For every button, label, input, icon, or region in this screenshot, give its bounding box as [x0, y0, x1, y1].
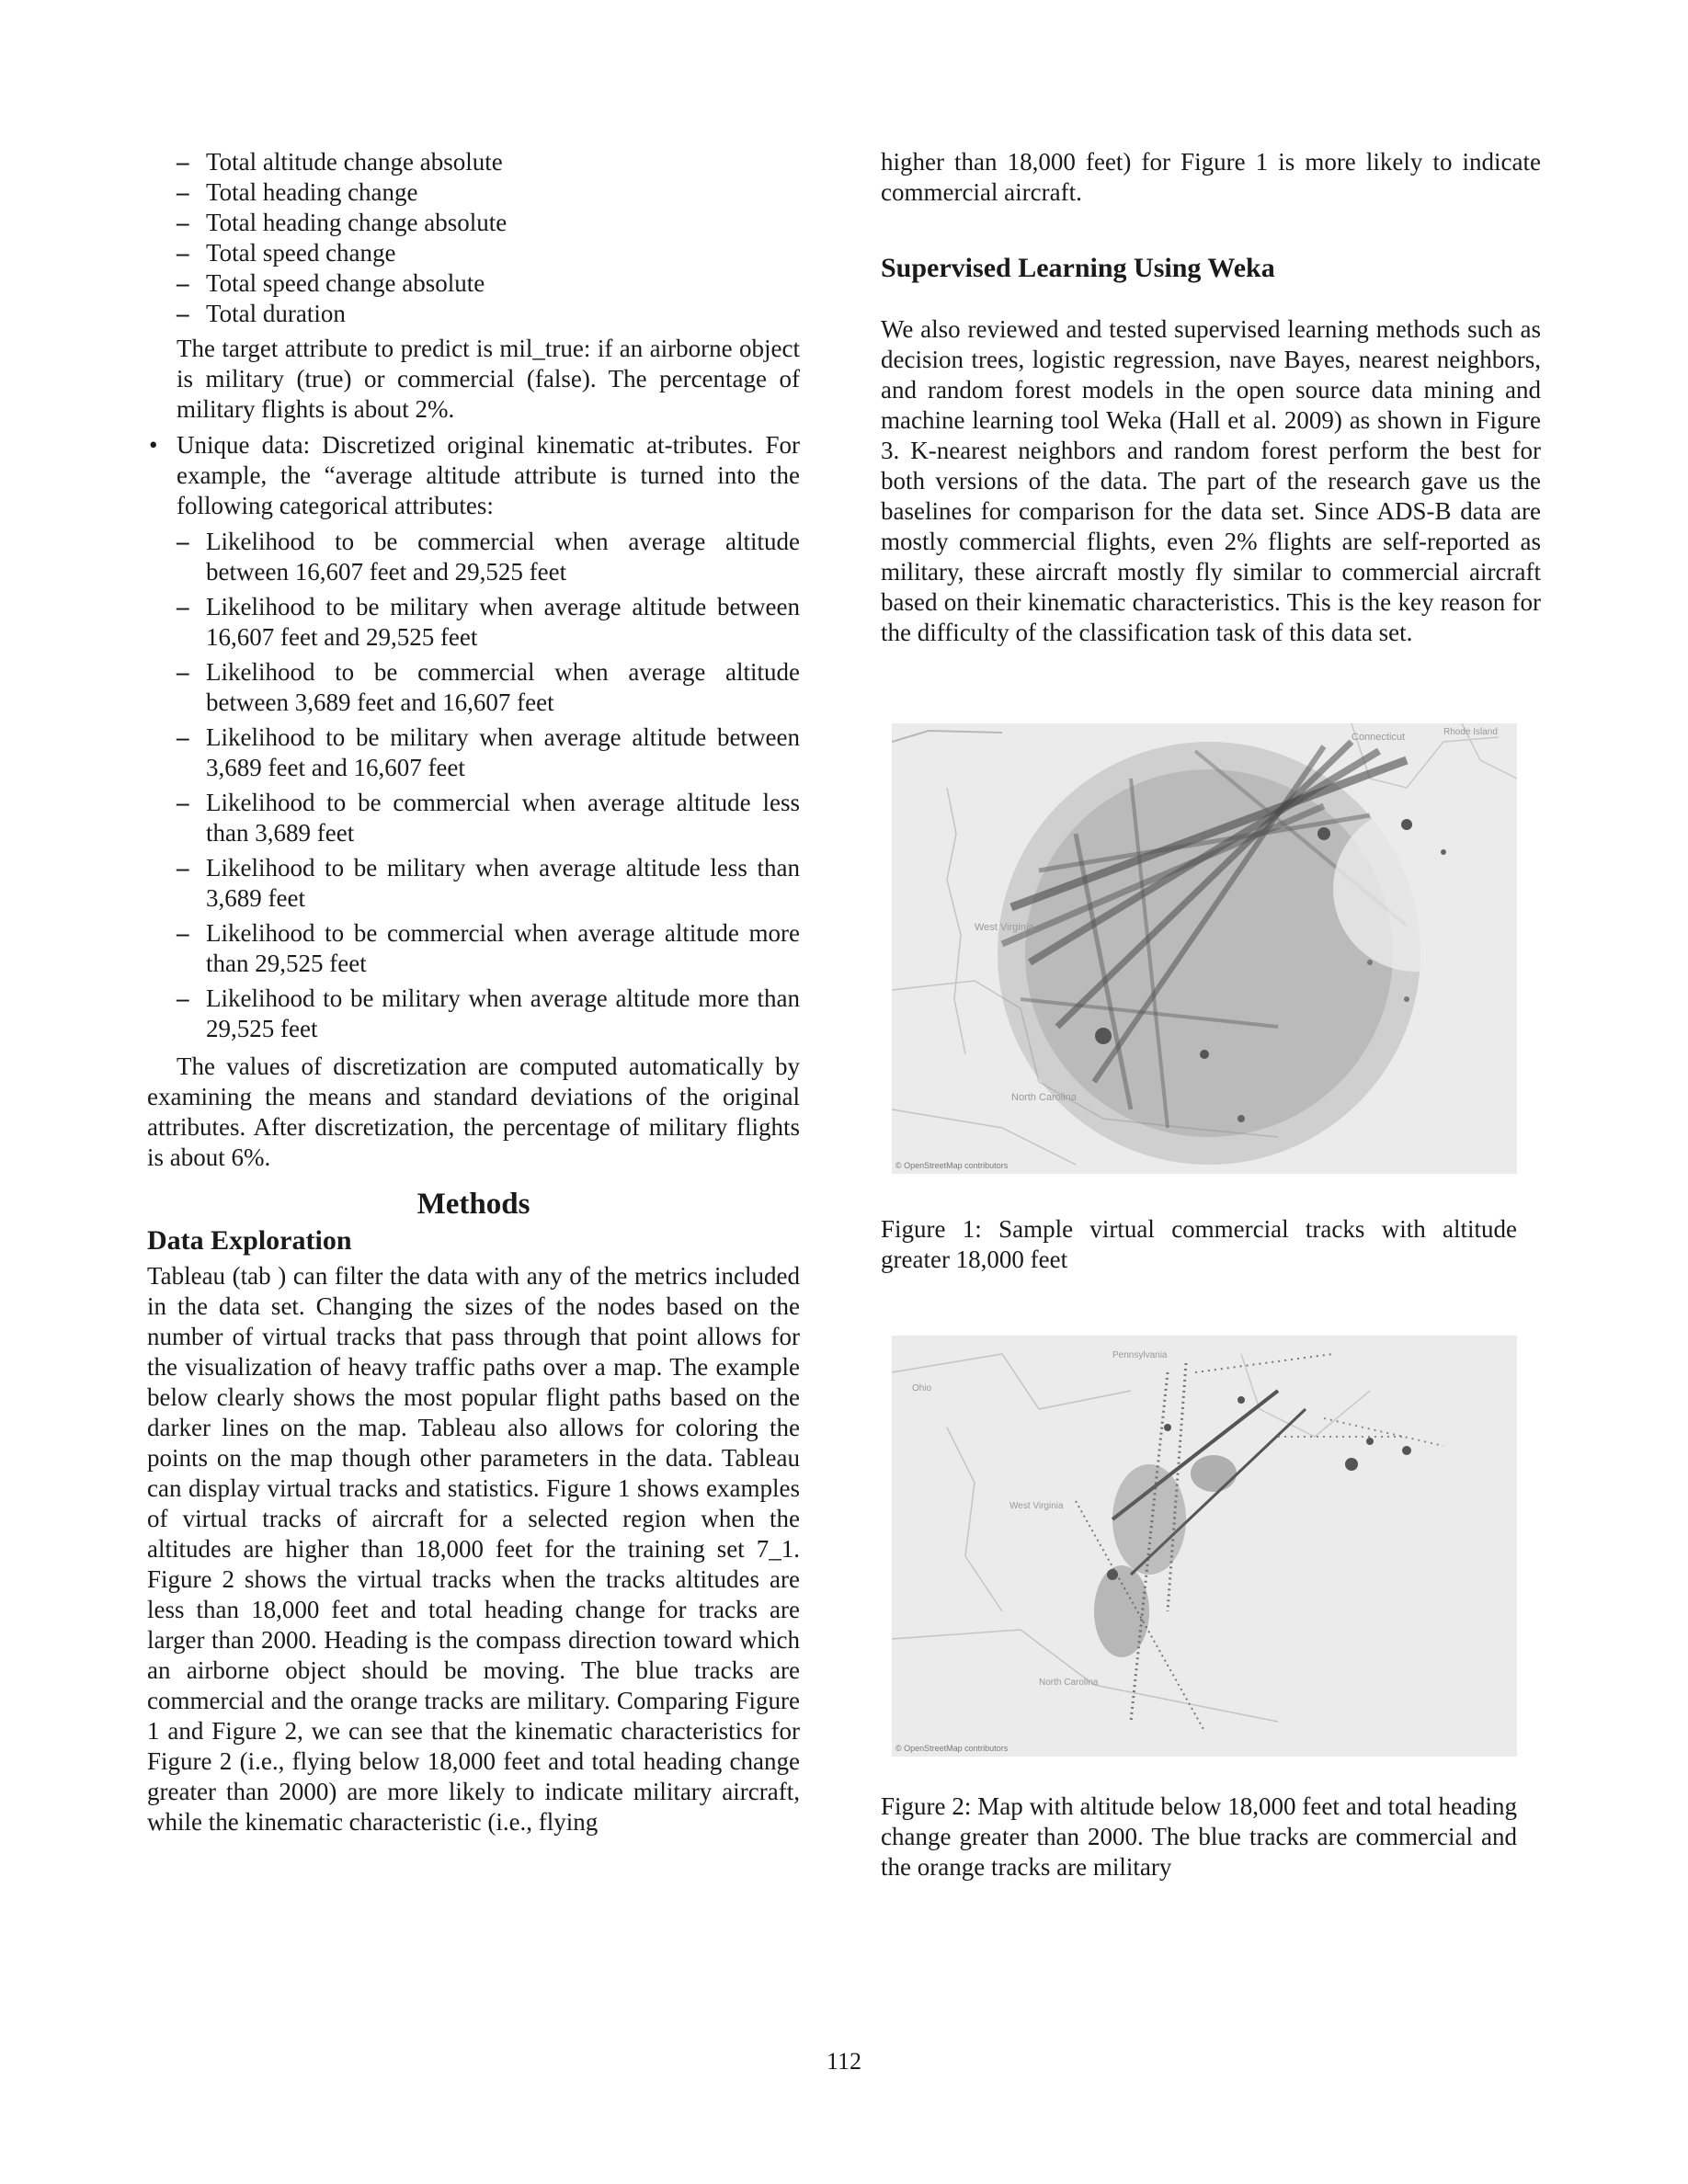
figure-2-map: [892, 1336, 1517, 1757]
continued-paragraph: higher than 18,000 feet) for Figure 1 is more likely to indicate commercial aircraft.: [881, 148, 1541, 206]
target-attribute-paragraph: The target attribute to predict is mil_true: if an airborne object is military (true) or commercial (false). The percentage of military flights is about 2%.: [177, 335, 800, 423]
list-item: – Likelihood to be military when average altitude more than 29,525 feet: [177, 984, 800, 1044]
list-item: – Total heading change: [177, 177, 800, 208]
figure-1-caption: Figure 1: Sample virtual commercial tracks with altitude greater 18,000 feet: [881, 1215, 1517, 1273]
bullet-text: Unique data: Discretized original kinematic at-tributes. For example, the “average altitude attribute is turned into the following categorical attributes:: [177, 431, 800, 519]
figure-2-caption: Figure 2: Map with altitude below 18,000 feet and total heading change greater than 2000. The blue tracks are commercial and the orange tracks are military: [881, 1792, 1517, 1881]
left-column: [147, 147, 800, 1837]
list-item: – Total altitude change absolute: [177, 147, 800, 177]
map-label-state: Ohio: [912, 1383, 932, 1393]
subsection-title-supervised-learning: Supervised Learning Using Weka: [881, 253, 1275, 283]
list-item: – Likelihood to be commercial when average altitude more than 29,525 feet: [177, 918, 800, 979]
data-exploration-paragraph: Tableau (tab ) can filter the data with any of the metrics included in the data set. Changing the sizes of the nodes based on the number of virtual tracks that pass through that point allows for the visualization of heavy traffic paths over a map. The example below clearly shows the most popular flight paths based on the darker lines on the map. Tableau also allows for coloring the points on the map though other parameters in the data. Tableau can display virtual tracks and statistics. Figure 1 shows examples of virtual tracks of aircraft for a selected region when the altitudes are higher than 18,000 feet for the training set 7_1. Figure 2 shows the virtual tracks when the tracks altitudes are less than 18,000 feet and total heading change for tracks are larger than 2000. Heading is the compass direction toward which an airborne object should be moving. The blue tracks are commercial and the orange tracks are military. Comparing Figure 1 and Figure 2, we can see that the kinematic characteristics for Figure 2 (i.e., flying below 18,000 feet and total heading change greater than 2000) are more likely to indicate military aircraft, while the kinematic characteristic (i.e., flying: [147, 1262, 800, 1836]
bullet-item-unique-data: [147, 430, 800, 521]
bullet-list: [147, 430, 800, 521]
map-attribution: © OpenStreetMap contributors: [895, 1744, 1009, 1753]
section-title-methods: Methods: [416, 1188, 530, 1221]
list-item: – Total duration: [177, 299, 800, 329]
list-item: – Likelihood to be military when average altitude between 16,607 feet and 29,525 feet: [177, 592, 800, 653]
list-item: – Total heading change absolute: [177, 208, 800, 238]
subsection-title-data-exploration: Data Exploration: [147, 1225, 352, 1256]
bullet-icon: •: [149, 431, 158, 459]
discretization-paragraph: The values of discretization are computed automatically by examining the means and standard deviations of the original attributes. After discretization, the percentage of military flights is about 6%.: [147, 1052, 800, 1171]
figure-1-map: [892, 723, 1517, 1174]
list-item: – Total speed change absolute: [177, 268, 800, 299]
map-attribution: © OpenStreetMap contributors: [895, 1161, 1009, 1170]
page-number: 112: [826, 2048, 862, 2075]
likelihood-list: [177, 527, 800, 1044]
map-label-state: North Carolina: [1011, 1092, 1077, 1103]
map-label-state: West Virginia: [1009, 1501, 1064, 1511]
right-column: [881, 147, 1541, 1883]
map-label-state: Pennsylvania: [1112, 1350, 1168, 1360]
map-label-state: West Virginia: [975, 922, 1034, 933]
supervised-learning-paragraph: We also reviewed and tested supervised learning methods such as decision trees, logistic regression, nave Bayes, nearest neighbors, and random forest models in the open source data mining and machine learning tool Weka (Hall et al. 2009) as shown in Figure 3. K-nearest neighbors and random forest perform the best for both versions of the data. The part of the research gave us the baselines for comparison for the data set. Since ADS-B data are mostly commercial flights, even 2% flights are self-reported as military, these aircraft mostly fly similar to commercial aircraft based on their kinematic characteristics. This is the key reason for the difficulty of the classification task of this data set.: [881, 315, 1541, 646]
map-label-state: North Carolina: [1039, 1678, 1099, 1688]
figure-2: [881, 1336, 1517, 1883]
list-item: – Likelihood to be commercial when average altitude between 3,689 feet and 16,607 feet: [177, 657, 800, 718]
map-label-state: Rhode Island: [1443, 727, 1498, 737]
list-item: – Likelihood to be commercial when average altitude between 16,607 feet and 29,525 feet: [177, 527, 800, 587]
map-label-state: Connecticut: [1352, 732, 1406, 743]
figure-1: [881, 723, 1517, 1275]
list-item: – Total speed change: [177, 238, 800, 268]
attribute-list: [177, 147, 800, 329]
list-item: – Likelihood to be military when average altitude less than 3,689 feet: [177, 853, 800, 914]
list-item: – Likelihood to be military when average altitude between 3,689 feet and 16,607 feet: [177, 722, 800, 783]
list-item: – Likelihood to be commercial when average altitude less than 3,689 feet: [177, 788, 800, 848]
